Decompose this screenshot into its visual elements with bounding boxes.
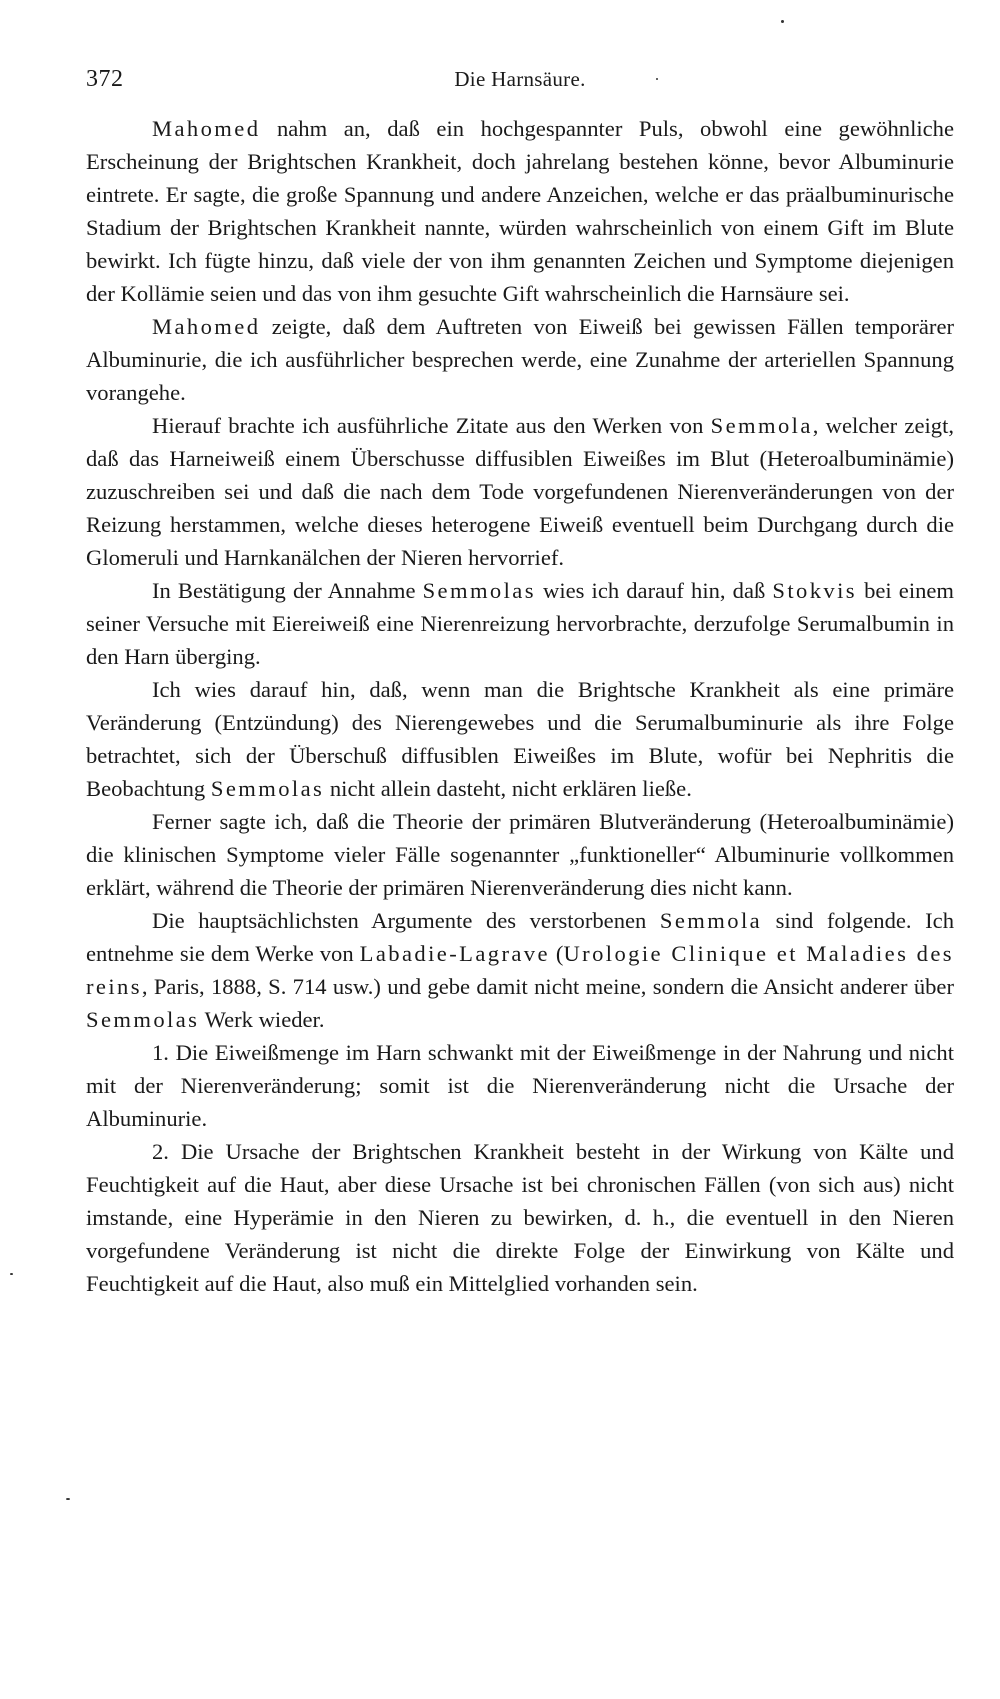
paragraph-text: Ferner sagte ich, daß die Theorie der primären Blutveränderung (Heteroalbuminämie) die klinischen Symptome vieler Fälle sogenannter „funktioneller“ Albuminurie vollkommen erklärt, während die Theorie der primären Nierenveränderung dies nicht kann.	[86, 809, 954, 900]
paragraph-text: Werk wieder.	[199, 1007, 325, 1032]
paragraph-text: bei einem seiner Versuche mit Eiereiweiß eine Nierenreizung hervorbrachte, derzufolge Serumalbumin in den Harn überging.	[86, 578, 955, 669]
paragraph-text: Die hauptsächlichsten Argumente des verstorbenen	[152, 908, 660, 933]
paragraph-text: In Bestätigung der Annahme	[152, 578, 423, 603]
paragraph-argumente	[86, 904, 954, 1036]
paragraph-text: Ich wies darauf hin, daß, wenn man die Brightsche Krankheit als eine primäre Veränderung (Entzündung) des Nierengewebes und die Serumalbuminurie als ihre Folge betrachtet, sich der Überschuß diffusiblen Eiweißes im Blute, wofür bei Nephritis die Beobachtung	[86, 677, 954, 801]
paragraph-text: (	[549, 941, 564, 966]
paragraph-text: , welcher zeigt, daß das Harneiweiß einem Überschusse diffusiblen Eiweißes im Blut (Heteroalbuminämie) zuzuschreiben sei und daß die nach dem Tode vorgefundenen Nierenveränderungen von der Reizung herstammen, welche dieses heterogene Eiweiß eventuell beim Durchgang durch die Glomeruli und Harnkanälchen der Nieren hervorrief.	[86, 413, 954, 570]
page-header	[86, 62, 954, 98]
scan-speck	[66, 1498, 70, 1500]
paragraph-mahomed-pulse	[86, 112, 954, 310]
author-name-spaced: Semmola	[659, 908, 763, 933]
paragraph-stokvis	[86, 574, 954, 673]
paragraph-argument-2	[86, 1135, 954, 1300]
author-name-spaced: Semmola	[710, 413, 813, 438]
page-number: 372	[86, 66, 124, 92]
author-name-spaced: Semmolas	[422, 578, 536, 603]
paragraph-text: Hierauf brachte ich ausführliche Zitate aus den Werken von	[152, 413, 711, 438]
author-name-spaced: Stokvis	[772, 578, 857, 603]
paragraph-brightsche-krankheit	[86, 673, 954, 805]
paragraph-text: sind folgende. Ich entnehme sie dem Werke von	[86, 908, 954, 966]
scan-speck	[656, 78, 658, 80]
author-name-spaced: Mahomed	[152, 314, 261, 339]
paragraph-text: wies ich darauf hin, daß	[535, 578, 773, 603]
author-name-spaced: Semmolas	[86, 1007, 200, 1032]
body-text	[86, 112, 954, 1300]
paragraph-text: zeigte, daß dem Auftreten von Eiweiß bei gewissen Fällen temporärer Albuminurie, die ich ausführlicher besprechen werde, eine Zunahme der arteriellen Spannung vorangehe.	[86, 314, 954, 405]
running-title: Die Harnsäure.	[454, 67, 586, 91]
scan-speck	[781, 20, 784, 23]
paragraph-text: , Paris, 1888, S. 714 usw.) und gebe damit nicht meine, sondern die Ansicht anderer über	[141, 974, 954, 999]
scan-speck	[10, 1273, 13, 1275]
paragraph-text: nicht allein dasteht, nicht erklären ließe.	[324, 776, 692, 801]
paragraph-semmola-citations	[86, 409, 954, 574]
author-name-spaced: Labadie-Lagrave	[359, 941, 550, 966]
paragraph-text: 1. Die Eiweißmenge im Harn schwankt mit der Eiweißmenge in der Nahrung und nicht mit der Nierenveränderung; somit ist die Nierenveränderung nicht die Ursache der Albuminurie.	[86, 1040, 954, 1131]
paragraph-argument-1	[86, 1036, 954, 1135]
author-name-spaced: Semmolas	[210, 776, 325, 801]
paragraph-text: nahm an, daß ein hochgespannter Puls, obwohl eine gewöhnliche Erscheinung der Brightschen Krankheit, doch jahrelang bestehen könne, bevor Albuminurie eintrete. Er sagte, die große Spannung und andere Anzeichen, welche er das präalbuminurische Stadium der Brightschen Krankheit nannte, würden wahrscheinlich von einem Gift im Blute bewirkt. Ich fügte hinzu, daß viele der von ihm genannten Zeichen und Symptome diejenigen der Kollämie seien und das von ihm gesuchte Gift wahrscheinlich die Harnsäure sei.	[86, 116, 954, 306]
paragraph-text: 2. Die Ursache der Brightschen Krankheit besteht in der Wirkung von Kälte und Feuchtigkeit auf die Haut, aber diese Ursache ist bei chronischen Fällen (von sich aus) nicht imstande, eine Hyperämie in den Nieren zu bewirken, d. h., die eventuell in den Nieren vorgefundene Veränderung ist nicht die direkte Folge der Einwirkung von Kälte und Feuchtigkeit auf die Haut, also muß ein Mittelglied vorhanden sein.	[86, 1139, 954, 1296]
paragraph-theorie	[86, 805, 954, 904]
book-title-spaced: Urologie Clinique et Maladies des reins	[86, 941, 954, 999]
paragraph-mahomed-albumin	[86, 310, 954, 409]
author-name-spaced: Mahomed	[152, 116, 261, 141]
